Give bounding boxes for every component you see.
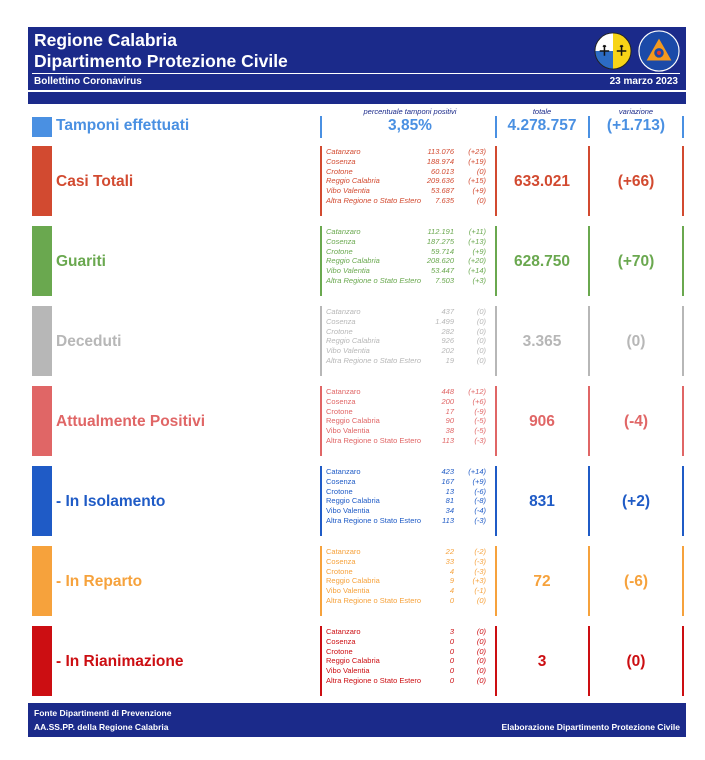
tamponi-label: Tamponi effettuati bbox=[56, 117, 190, 134]
department-title: Dipartimento Protezione Civile bbox=[34, 51, 288, 71]
province-variation: (-8) bbox=[474, 496, 486, 506]
province-value: 282 bbox=[441, 326, 454, 336]
deceduti-total: 3.365 bbox=[522, 333, 562, 350]
province-value: 926 bbox=[441, 336, 454, 346]
header-strip bbox=[28, 92, 686, 104]
casi-totali-divider bbox=[682, 146, 684, 216]
footer-credit: Elaborazione Dipartimento Protezione Civile bbox=[501, 722, 680, 732]
province-value: 448 bbox=[441, 387, 454, 396]
province-row bbox=[320, 666, 496, 676]
guariti-total: 628.750 bbox=[513, 253, 571, 270]
province-variation: (+14) bbox=[468, 266, 486, 276]
province-row bbox=[320, 506, 496, 516]
province-value: 33 bbox=[445, 556, 454, 566]
province-name: Cosenza bbox=[326, 156, 356, 166]
percent-column-header: percentuale tamponi positivi bbox=[363, 107, 457, 116]
province-variation: (+23) bbox=[468, 147, 486, 156]
province-name: Catanzaro bbox=[326, 627, 361, 636]
province-name: Crotone bbox=[326, 486, 353, 496]
province-value: 0 bbox=[449, 595, 454, 605]
province-variation: (0) bbox=[476, 346, 486, 356]
province-name: Reggio Calabria bbox=[326, 256, 380, 266]
province-value: 112.191 bbox=[427, 227, 454, 236]
province-name: Altra Regione o Stato Estero bbox=[326, 195, 422, 205]
province-name: Vibo Valentia bbox=[326, 586, 370, 596]
deceduti-marker bbox=[32, 306, 52, 376]
tamponi-percent: 3,85% bbox=[388, 117, 432, 134]
in-reparto-variation: (-6) bbox=[623, 573, 649, 590]
province-name: Reggio Calabria bbox=[326, 576, 380, 586]
bulletin-date: 23 marzo 2023 bbox=[609, 76, 678, 87]
deceduti-divider bbox=[682, 306, 684, 376]
province-variation: (-5) bbox=[474, 416, 486, 426]
province-name: Cosenza bbox=[326, 476, 356, 486]
province-row bbox=[320, 676, 496, 686]
header-divider bbox=[32, 73, 680, 74]
province-name: Reggio Calabria bbox=[326, 656, 380, 666]
province-value: 0 bbox=[449, 656, 454, 666]
province-name: Catanzaro bbox=[326, 147, 361, 156]
province-name: Altra Regione o Stato Estero bbox=[326, 595, 422, 605]
province-name: Crotone bbox=[326, 646, 353, 656]
province-name: Altra Regione o Stato Estero bbox=[326, 355, 422, 365]
province-variation: (0) bbox=[476, 646, 486, 656]
in-reparto-total: 72 bbox=[533, 573, 551, 590]
province-variation: (0) bbox=[476, 316, 486, 326]
footer-source-line2: AA.SS.PP. della Regione Calabria bbox=[34, 722, 169, 732]
tamponi-marker bbox=[32, 117, 52, 137]
province-row bbox=[320, 336, 496, 346]
province-row bbox=[320, 567, 496, 577]
province-row bbox=[320, 467, 496, 477]
province-name: Vibo Valentia bbox=[326, 426, 370, 436]
province-name: Cosenza bbox=[326, 636, 356, 646]
province-row bbox=[320, 256, 496, 266]
bulletin-footer bbox=[28, 703, 686, 737]
province-variation: (0) bbox=[476, 666, 486, 676]
variation-column-header: variazione bbox=[618, 107, 654, 116]
province-name: Vibo Valentia bbox=[326, 666, 370, 676]
attualmente-positivi-marker bbox=[32, 386, 52, 456]
attualmente-positivi-label: Attualmente Positivi bbox=[56, 413, 205, 430]
province-value: 38 bbox=[445, 426, 454, 436]
province-variation: (-3) bbox=[474, 566, 486, 576]
province-value: 208.620 bbox=[426, 256, 454, 266]
deceduti-breakdown bbox=[320, 307, 496, 366]
in-rianimazione-variation: (0) bbox=[626, 653, 646, 670]
province-row bbox=[320, 407, 496, 417]
regione-calabria-logo-icon bbox=[594, 32, 632, 70]
in-reparto-divider bbox=[682, 546, 684, 616]
province-value: 59.714 bbox=[431, 246, 454, 256]
province-value: 423 bbox=[441, 467, 454, 476]
province-value: 7.503 bbox=[435, 275, 454, 285]
province-name: Crotone bbox=[326, 566, 353, 576]
province-value: 53.447 bbox=[431, 266, 454, 276]
casi-totali-total: 633.021 bbox=[513, 173, 571, 190]
province-value: 1.499 bbox=[435, 316, 454, 326]
province-value: 13 bbox=[445, 486, 454, 496]
deceduti-label: Deceduti bbox=[56, 333, 122, 350]
province-variation: (0) bbox=[476, 627, 486, 636]
in-reparto-breakdown bbox=[320, 547, 496, 606]
province-name: Altra Regione o Stato Estero bbox=[326, 515, 422, 525]
province-variation: (+13) bbox=[468, 236, 486, 246]
attualmente-positivi-variation: (-4) bbox=[623, 413, 649, 430]
province-variation: (+20) bbox=[468, 256, 486, 266]
province-value: 4 bbox=[449, 586, 454, 596]
province-row bbox=[320, 317, 496, 327]
province-value: 202 bbox=[441, 346, 454, 356]
province-variation: (+9) bbox=[472, 186, 486, 196]
province-row bbox=[320, 247, 496, 257]
province-name: Crotone bbox=[326, 406, 353, 416]
province-row bbox=[320, 576, 496, 586]
province-row bbox=[320, 586, 496, 596]
province-value: 0 bbox=[449, 646, 454, 656]
province-row bbox=[320, 596, 496, 606]
province-name: Altra Regione o Stato Estero bbox=[326, 675, 422, 685]
in-isolamento-breakdown bbox=[320, 467, 496, 526]
province-name: Reggio Calabria bbox=[326, 416, 380, 426]
province-row bbox=[320, 167, 496, 177]
province-name: Reggio Calabria bbox=[326, 336, 380, 346]
province-variation: (+3) bbox=[472, 576, 486, 586]
province-row bbox=[320, 557, 496, 567]
guariti-variation: (+70) bbox=[617, 253, 655, 270]
in-isolamento-marker bbox=[32, 466, 52, 536]
province-name: Vibo Valentia bbox=[326, 266, 370, 276]
guariti-label: Guariti bbox=[56, 253, 106, 270]
province-value: 0 bbox=[449, 675, 454, 685]
guariti-breakdown bbox=[320, 227, 496, 286]
province-variation: (-3) bbox=[474, 435, 486, 445]
in-isolamento-total: 831 bbox=[529, 493, 555, 510]
province-value: 34 bbox=[445, 506, 454, 516]
province-name: Cosenza bbox=[326, 316, 356, 326]
province-variation: (+9) bbox=[472, 246, 486, 256]
province-name: Cosenza bbox=[326, 396, 356, 406]
province-variation: (-1) bbox=[474, 586, 486, 596]
province-variation: (-2) bbox=[474, 547, 486, 556]
province-value: 81 bbox=[445, 496, 454, 506]
province-variation: (0) bbox=[476, 595, 486, 605]
province-name: Cosenza bbox=[326, 556, 356, 566]
province-name: Reggio Calabria bbox=[326, 176, 380, 186]
province-variation: (+3) bbox=[472, 275, 486, 285]
province-name: Cosenza bbox=[326, 236, 356, 246]
province-value: 53.687 bbox=[431, 186, 454, 196]
province-name: Altra Regione o Stato Estero bbox=[326, 435, 422, 445]
province-variation: (+15) bbox=[468, 176, 486, 186]
province-value: 9 bbox=[449, 576, 454, 586]
province-row bbox=[320, 387, 496, 397]
tamponi-variation: (+1.713) bbox=[606, 117, 666, 134]
province-variation: (0) bbox=[476, 636, 486, 646]
in-rianimazione-label: - In Rianimazione bbox=[56, 653, 184, 670]
province-row bbox=[320, 547, 496, 557]
province-value: 113.076 bbox=[427, 147, 454, 156]
casi-totali-marker bbox=[32, 146, 52, 216]
casi-totali-variation: (+66) bbox=[617, 173, 655, 190]
province-row bbox=[320, 627, 496, 637]
province-variation: (-9) bbox=[474, 406, 486, 416]
in-rianimazione-marker bbox=[32, 626, 52, 696]
province-value: 187.275 bbox=[426, 236, 454, 246]
province-name: Crotone bbox=[326, 326, 353, 336]
province-row bbox=[320, 327, 496, 337]
province-value: 0 bbox=[449, 666, 454, 676]
region-title: Regione Calabria bbox=[34, 30, 177, 50]
in-reparto-label: - In Reparto bbox=[56, 573, 143, 590]
in-rianimazione-breakdown bbox=[320, 627, 496, 686]
province-variation: (0) bbox=[476, 675, 486, 685]
casi-totali-breakdown bbox=[320, 147, 496, 206]
province-value: 209.636 bbox=[426, 176, 454, 186]
province-name: Crotone bbox=[326, 246, 353, 256]
casi-totali-label: Casi Totali bbox=[56, 173, 134, 190]
province-value: 60.013 bbox=[431, 166, 454, 176]
protezione-civile-logo-icon bbox=[638, 30, 680, 72]
province-name: Catanzaro bbox=[326, 387, 361, 396]
province-row bbox=[320, 416, 496, 426]
province-row bbox=[320, 426, 496, 436]
province-variation: (0) bbox=[476, 336, 486, 346]
province-row bbox=[320, 496, 496, 506]
province-variation: (+9) bbox=[472, 476, 486, 486]
province-value: 22 bbox=[445, 547, 454, 556]
province-row bbox=[320, 227, 496, 237]
deceduti-variation: (0) bbox=[626, 333, 646, 350]
province-value: 188.974 bbox=[426, 156, 454, 166]
province-name: Vibo Valentia bbox=[326, 506, 370, 516]
province-row bbox=[320, 637, 496, 647]
province-variation: (0) bbox=[476, 355, 486, 365]
province-row bbox=[320, 237, 496, 247]
province-value: 113 bbox=[442, 515, 454, 525]
in-rianimazione-divider bbox=[682, 626, 684, 696]
province-variation: (0) bbox=[476, 307, 486, 316]
attualmente-positivi-divider bbox=[682, 386, 684, 456]
province-row bbox=[320, 196, 496, 206]
in-isolamento-variation: (+2) bbox=[622, 493, 650, 510]
province-row bbox=[320, 186, 496, 196]
province-name: Catanzaro bbox=[326, 547, 361, 556]
province-row bbox=[320, 397, 496, 407]
bulletin-header bbox=[28, 27, 686, 90]
province-row bbox=[320, 176, 496, 186]
province-name: Catanzaro bbox=[326, 307, 361, 316]
province-value: 19 bbox=[445, 355, 454, 365]
province-variation: (0) bbox=[476, 166, 486, 176]
province-variation: (0) bbox=[476, 656, 486, 666]
province-value: 200 bbox=[441, 396, 454, 406]
province-value: 7.635 bbox=[435, 195, 454, 205]
guariti-divider bbox=[682, 226, 684, 296]
province-variation: (+19) bbox=[468, 156, 486, 166]
total-column-header: totale bbox=[532, 107, 552, 116]
province-variation: (-4) bbox=[474, 506, 486, 516]
province-row bbox=[320, 157, 496, 167]
in-isolamento-label: - In Isolamento bbox=[56, 493, 166, 510]
province-value: 113 bbox=[442, 435, 454, 445]
province-row bbox=[320, 436, 496, 446]
in-reparto-marker bbox=[32, 546, 52, 616]
province-name: Reggio Calabria bbox=[326, 496, 380, 506]
attualmente-positivi-breakdown bbox=[320, 387, 496, 446]
province-row bbox=[320, 656, 496, 666]
province-variation: (-3) bbox=[474, 515, 486, 525]
in-rianimazione-total: 3 bbox=[537, 653, 547, 670]
province-name: Catanzaro bbox=[326, 467, 361, 476]
province-row bbox=[320, 477, 496, 487]
province-variation: (+14) bbox=[468, 467, 486, 476]
province-name: Crotone bbox=[326, 166, 353, 176]
province-name: Altra Regione o Stato Estero bbox=[326, 275, 422, 285]
attualmente-positivi-total: 906 bbox=[529, 413, 555, 430]
province-value: 3 bbox=[449, 627, 454, 636]
province-row bbox=[320, 276, 496, 286]
province-variation: (0) bbox=[476, 195, 486, 205]
province-value: 17 bbox=[445, 406, 454, 416]
province-variation: (-6) bbox=[474, 486, 486, 496]
province-value: 437 bbox=[441, 307, 454, 316]
tamponi-total: 4.278.757 bbox=[507, 117, 577, 134]
province-value: 167 bbox=[441, 476, 454, 486]
province-row bbox=[320, 147, 496, 157]
province-variation: (-3) bbox=[474, 556, 486, 566]
province-name: Vibo Valentia bbox=[326, 186, 370, 196]
province-row bbox=[320, 647, 496, 657]
province-value: 90 bbox=[445, 416, 454, 426]
province-value: 0 bbox=[449, 636, 454, 646]
in-isolamento-divider bbox=[682, 466, 684, 536]
bulletin-subtitle: Bollettino Coronavirus bbox=[34, 76, 142, 87]
province-row bbox=[320, 266, 496, 276]
province-row bbox=[320, 346, 496, 356]
province-variation: (-5) bbox=[474, 426, 486, 436]
province-variation: (0) bbox=[476, 326, 486, 336]
province-row bbox=[320, 307, 496, 317]
province-variation: (+12) bbox=[468, 387, 486, 396]
tamponi-divider bbox=[682, 116, 684, 138]
guariti-marker bbox=[32, 226, 52, 296]
province-value: 4 bbox=[449, 566, 454, 576]
footer-source-line1: Fonte Dipartimenti di Prevenzione bbox=[34, 708, 172, 718]
province-row bbox=[320, 516, 496, 526]
province-name: Vibo Valentia bbox=[326, 346, 370, 356]
province-variation: (+6) bbox=[472, 396, 486, 406]
province-variation: (+11) bbox=[468, 227, 486, 236]
province-name: Catanzaro bbox=[326, 227, 361, 236]
province-row bbox=[320, 356, 496, 366]
province-row bbox=[320, 487, 496, 497]
